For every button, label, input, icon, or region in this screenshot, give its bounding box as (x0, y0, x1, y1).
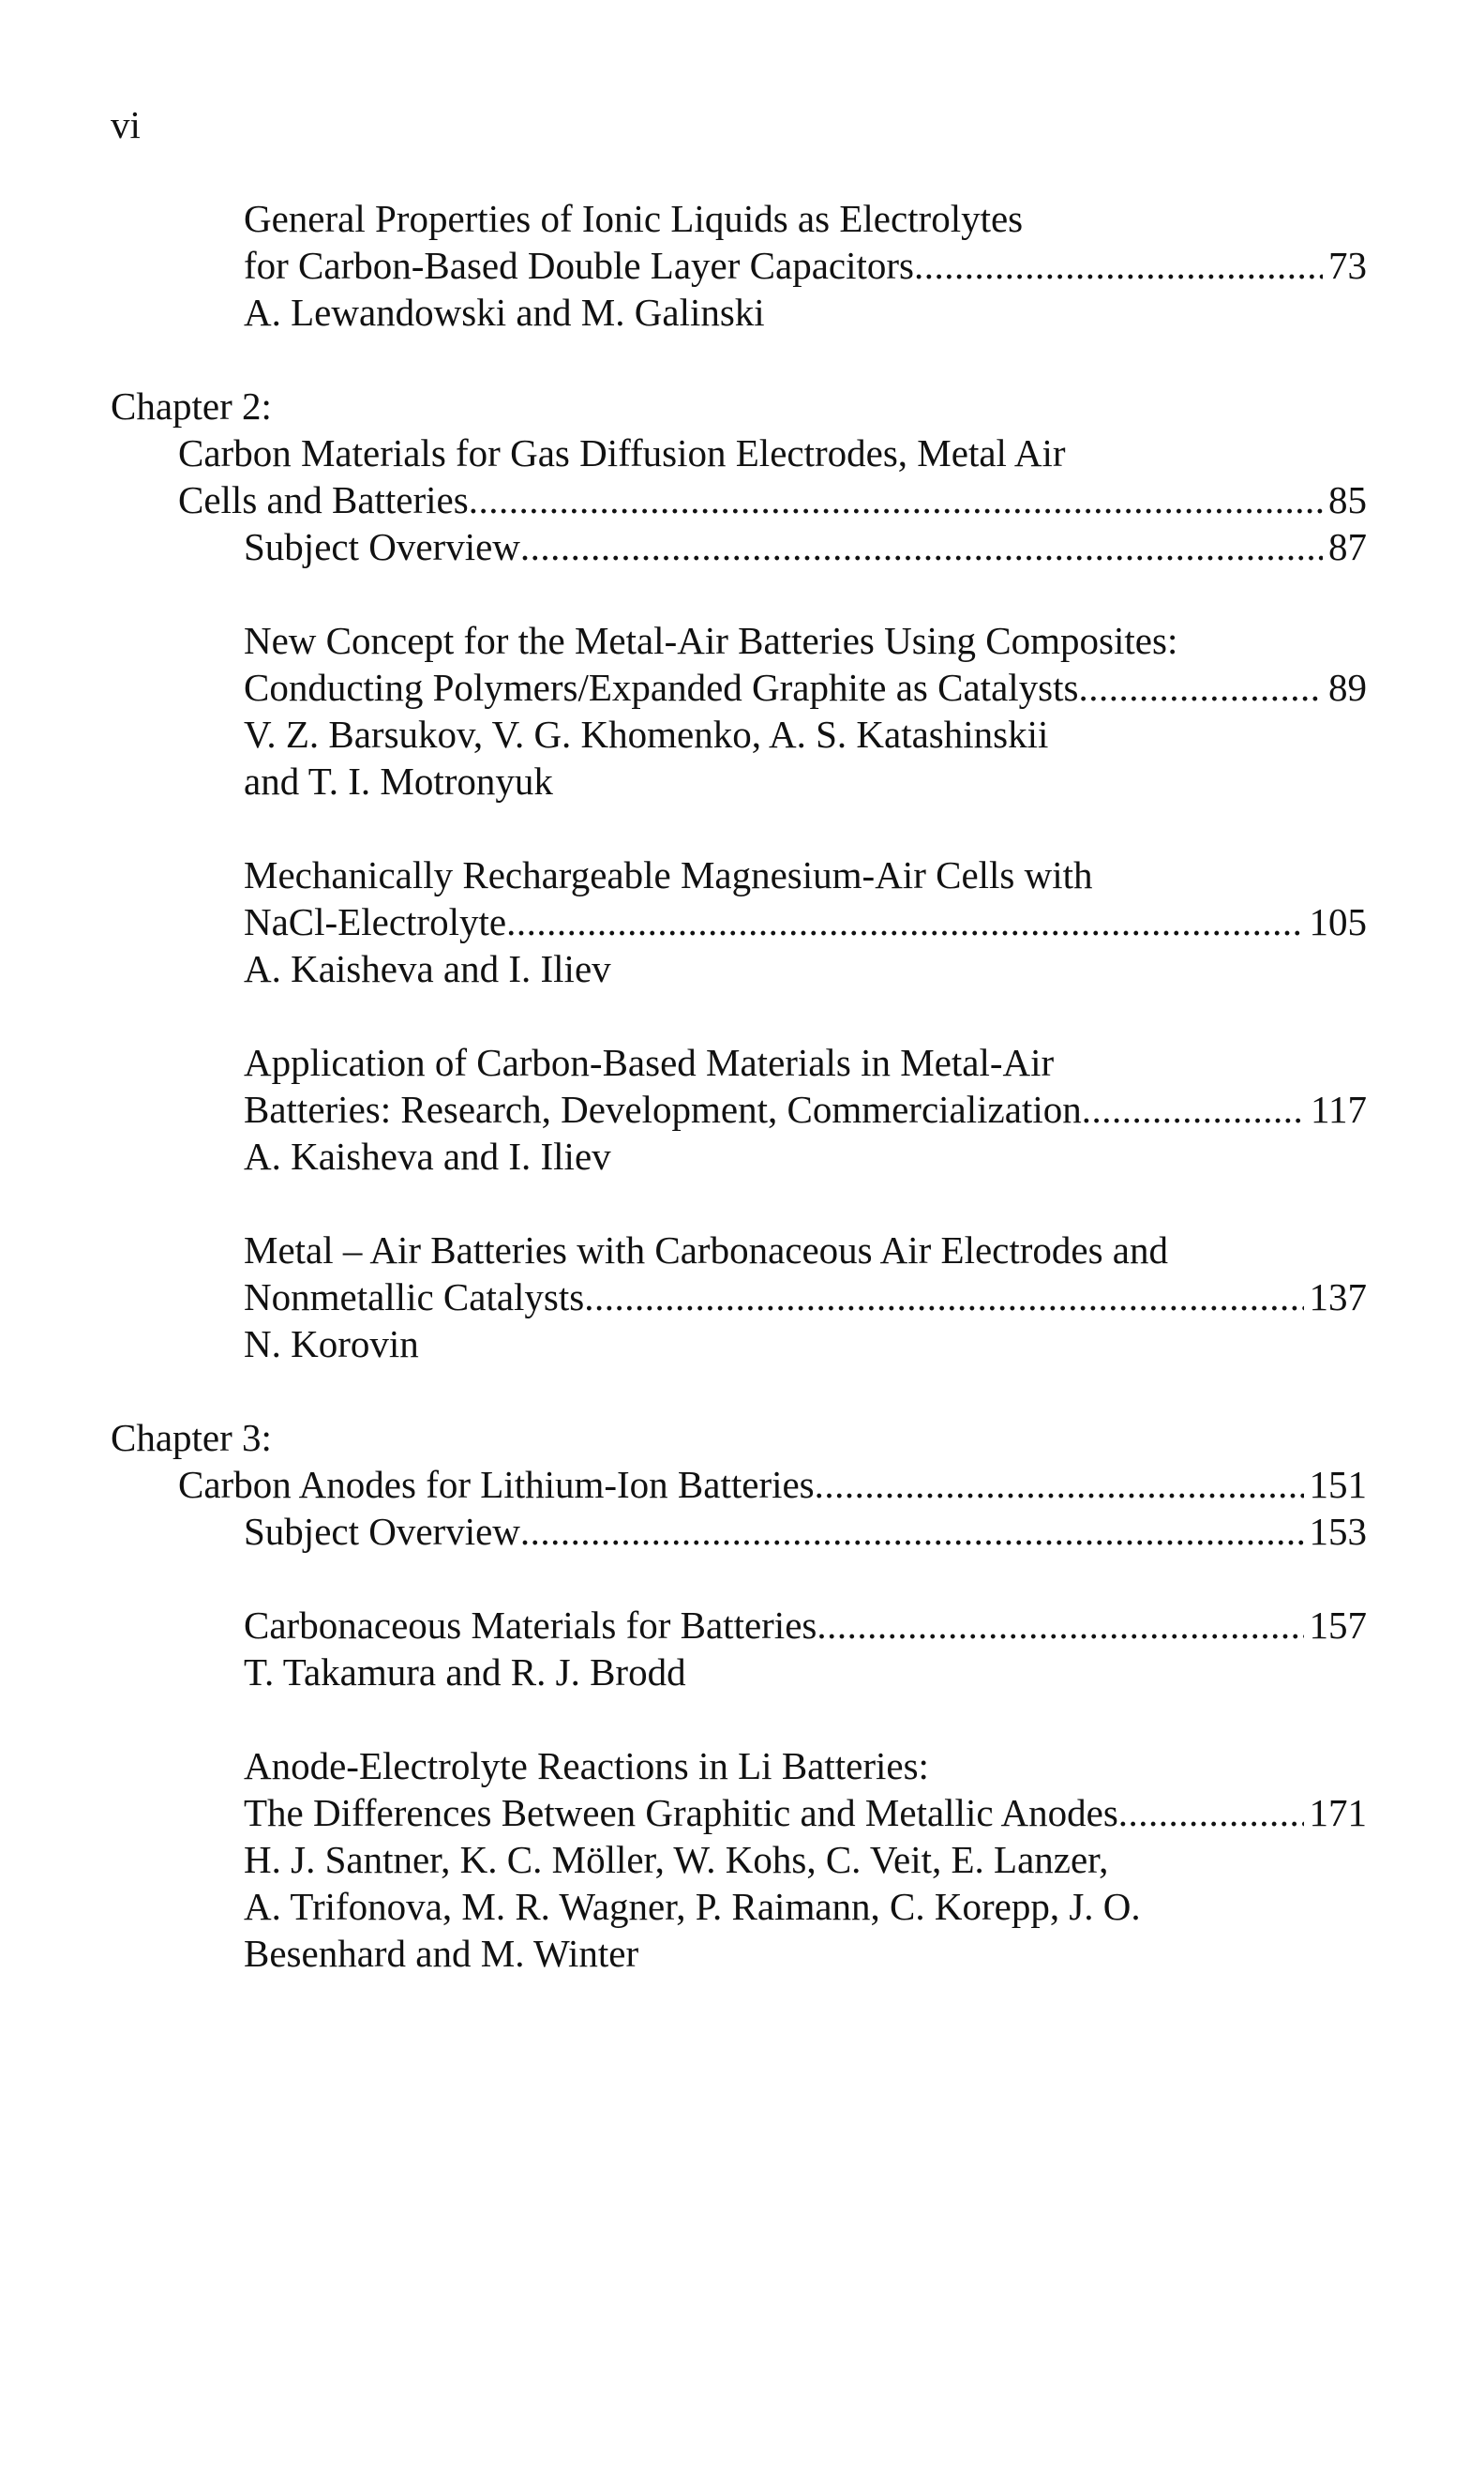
dot-leader (1078, 664, 1323, 711)
entry-authors: A. Kaisheva and I. Iliev (244, 947, 611, 990)
entry-title-line: Mechanically Rechargeable Magnesium-Air Cells with (244, 853, 1093, 896)
entry-title-text: Conducting Polymers/Expanded Graphite as Catalysts (244, 666, 1079, 709)
spacer (111, 1367, 1367, 1414)
entry-title-text: for Carbon-Based Double Layer Capacitors (244, 244, 914, 287)
subject-overview-text: Subject Overview (244, 525, 520, 568)
spacer (111, 570, 1367, 617)
table-of-contents (111, 195, 1367, 1977)
subject-overview-text: Subject Overview (244, 1510, 520, 1553)
entry-authors: A. Kaisheva and I. Iliev (244, 1135, 611, 1178)
dot-leader (469, 476, 1323, 523)
page-ref: 137 (1309, 1275, 1367, 1318)
page-ref: 85 (1328, 478, 1367, 521)
entry-title (111, 1086, 1367, 1133)
subject-overview (111, 523, 1367, 570)
dot-leader (506, 898, 1303, 945)
entry-title (111, 1273, 1367, 1320)
page-ref: 105 (1309, 900, 1367, 943)
chapter-heading: Chapter 3: (111, 1416, 272, 1459)
entry-title-text: NaCl-Electrolyte (244, 900, 507, 943)
spacer (111, 336, 1367, 383)
entry-title-text: Nonmetallic Catalysts (244, 1275, 585, 1318)
page-ref: 157 (1309, 1604, 1367, 1647)
spacer (111, 805, 1367, 851)
dot-leader (520, 523, 1323, 570)
entry-authors: and T. I. Motronyuk (244, 760, 553, 803)
entry-authors: A. Lewandowski and M. Galinski (244, 291, 765, 334)
entry-title-line: Anode-Electrolyte Reactions in Li Batteries: (244, 1744, 929, 1787)
page-ref: 153 (1309, 1510, 1367, 1553)
chapter-title (111, 476, 1367, 523)
dot-leader (584, 1273, 1303, 1320)
entry-title-line: Metal – Air Batteries with Carbonaceous Air Electrodes and (244, 1228, 1169, 1272)
spacer (111, 1555, 1367, 1602)
dot-leader (1082, 1086, 1305, 1133)
chapter-heading: Chapter 2: (111, 384, 272, 428)
chapter-title (111, 1461, 1367, 1508)
entry-title (111, 1602, 1367, 1649)
entry-authors: Besenhard and M. Winter (244, 1932, 639, 1975)
spacer (111, 1695, 1367, 1742)
entry-title-line: General Properties of Ionic Liquids as Electrolytes (244, 197, 1024, 240)
entry-title (111, 1789, 1367, 1836)
entry-title-text: Carbonaceous Materials for Batteries (244, 1604, 817, 1647)
page-ref: 87 (1328, 525, 1367, 568)
page-ref: 73 (1328, 244, 1367, 287)
entry-title-line: Application of Carbon-Based Materials in Metal-Air (244, 1041, 1055, 1084)
page-ref: 89 (1328, 666, 1367, 709)
dot-leader (815, 1461, 1304, 1508)
page-ref: 117 (1311, 1088, 1367, 1131)
entry-title-text: Batteries: Research, Development, Commercialization (244, 1088, 1082, 1131)
entry-title-text: The Differences Between Graphitic and Metallic Anodes (244, 1791, 1118, 1834)
dot-leader (817, 1602, 1303, 1649)
entry-authors: A. Trifonova, M. R. Wagner, P. Raimann, C. Korepp, J. O. (244, 1885, 1141, 1928)
page-ref: 151 (1309, 1463, 1367, 1506)
chapter-title-line: Carbon Materials for Gas Diffusion Electrodes, Metal Air (178, 431, 1066, 474)
entry-authors: V. Z. Barsukov, V. G. Khomenko, A. S. Katashinskii (244, 713, 1049, 756)
page-number: vi (111, 103, 141, 146)
dot-leader (914, 242, 1323, 289)
entry-authors: N. Korovin (244, 1322, 419, 1365)
dot-leader (520, 1508, 1304, 1555)
chapter-title-text: Cells and Batteries (178, 478, 469, 521)
entry-authors: T. Takamura and R. J. Brodd (244, 1650, 686, 1694)
spacer (111, 992, 1367, 1039)
entry-title (111, 242, 1367, 289)
spacer (111, 1180, 1367, 1227)
dot-leader (1118, 1789, 1304, 1836)
entry-title-line: New Concept for the Metal-Air Batteries Using Composites: (244, 619, 1178, 662)
page-ref: 171 (1309, 1791, 1367, 1834)
entry-title (111, 664, 1367, 711)
subject-overview (111, 1508, 1367, 1555)
entry-title (111, 898, 1367, 945)
entry-authors: H. J. Santner, K. C. Möller, W. Kohs, C. Veit, E. Lanzer, (244, 1838, 1109, 1881)
chapter-title-text: Carbon Anodes for Lithium-Ion Batteries (178, 1463, 815, 1506)
